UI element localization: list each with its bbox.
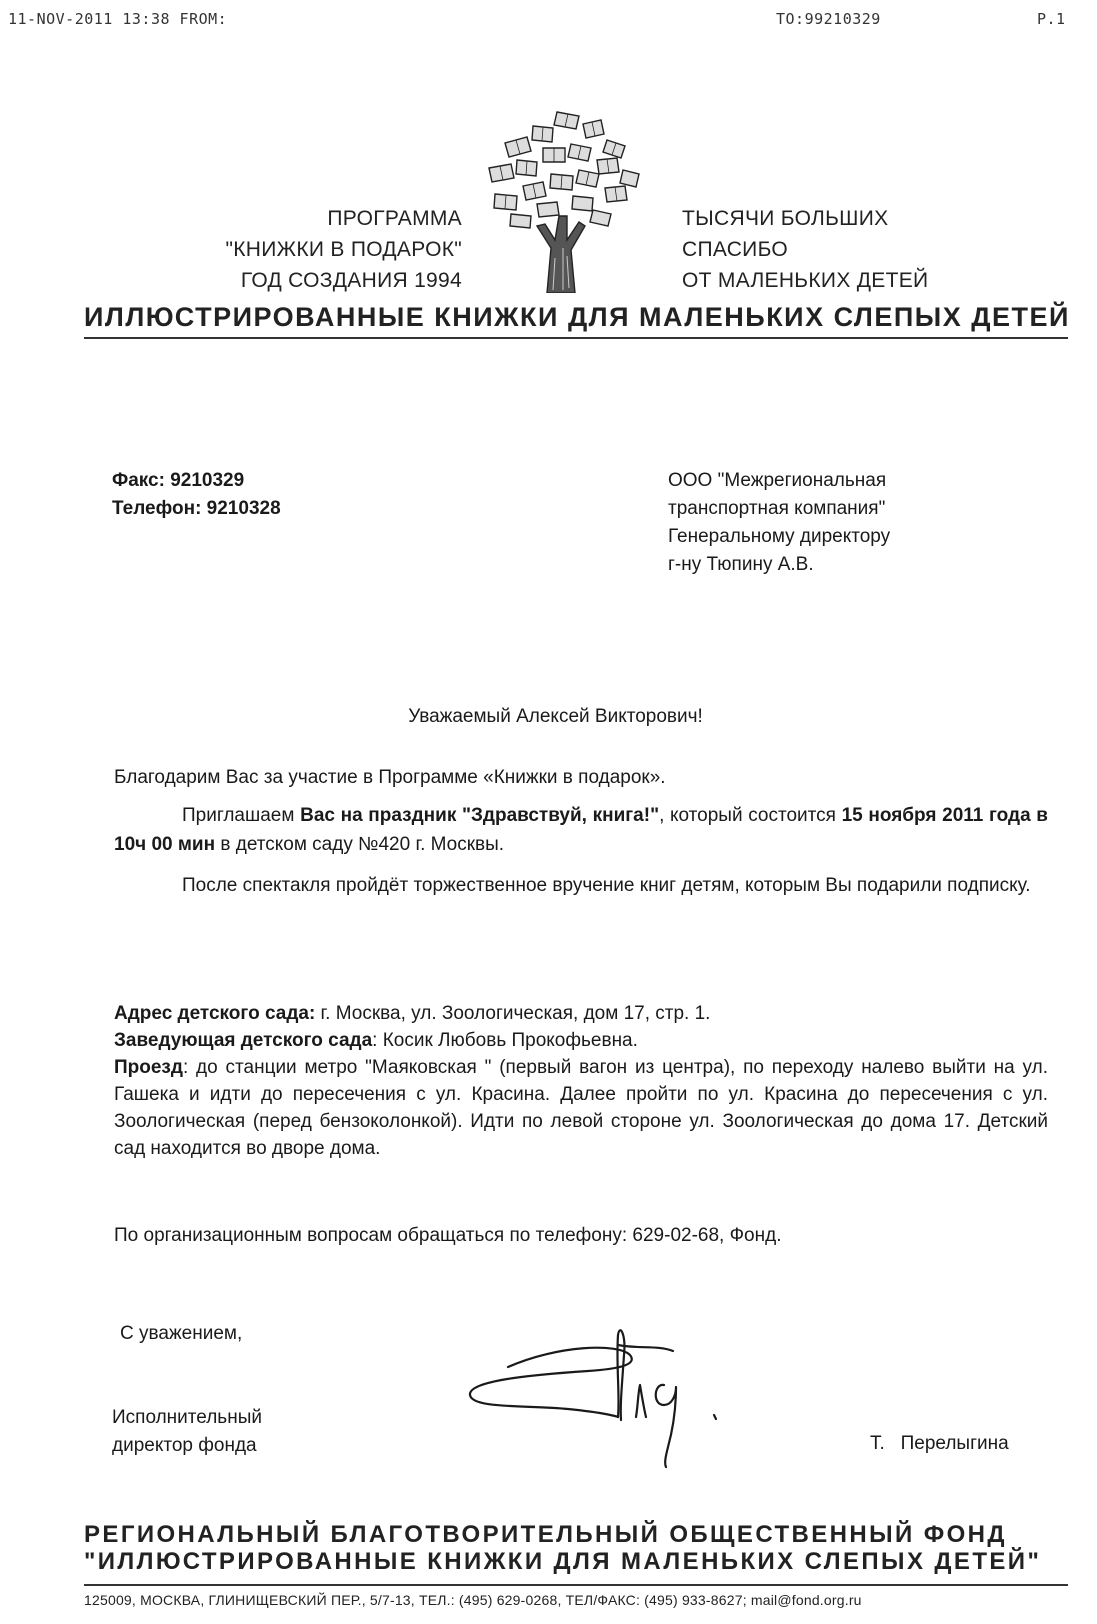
- letterhead-divider: [84, 337, 1068, 339]
- venue-head-value: : Косик Любовь Прокофьевна.: [372, 1030, 638, 1051]
- footer-org-line: "ИЛЛЮСТРИРОВАННЫЕ КНИЖКИ ДЛЯ МАЛЕНЬКИХ СЛЕПЫХ ДЕТЕЙ": [84, 1548, 1042, 1575]
- salutation: Уважаемый Алексей Викторович!: [408, 706, 703, 727]
- fax-transmission-header: [0, 10, 1097, 32]
- recipient-line: г-ну Тюпину А.В.: [668, 554, 814, 575]
- venue-details: [114, 1000, 1048, 1162]
- footer-divider: [84, 1584, 1068, 1586]
- body-paragraph-ceremony: После спектакля пройдёт торжественное вручение книг детям, которым Вы подарили подписку.: [182, 875, 1031, 896]
- handwritten-signature-icon: [468, 1325, 788, 1470]
- venue-route: [114, 1054, 1048, 1162]
- fax-recipient-number: TO:99210329: [776, 10, 881, 28]
- recipient-address-block: [668, 467, 998, 579]
- thanks-tagline-line: ОТ МАЛЕНЬКИХ ДЕТЕЙ: [682, 269, 929, 292]
- sender-fax: Факс: 9210329: [112, 470, 245, 491]
- venue-head-label: Заведующая детского сада: [114, 1030, 373, 1051]
- program-tagline: [190, 203, 462, 296]
- recipient-line: транспортная компания": [668, 498, 886, 519]
- book-tree-logo-icon: [475, 98, 645, 293]
- event-name: Вас на праздник "Здравствуй, книга!": [300, 805, 660, 826]
- venue-address-value: г. Москва, ул. Зоологическая, дом 17, стр. 1.: [315, 1003, 711, 1024]
- venue-route-label: Проезд: [114, 1057, 183, 1078]
- signer-title-line: директор фонда: [112, 1435, 257, 1456]
- footer-address: 125009, МОСКВА, ГЛИНИЩЕВСКИЙ ПЕР., 5/7-13, ТЕЛ.: (495) 629-0268, ТЕЛ/ФАКС: (495) 933-8627; mail@fond.org.ru: [84, 1592, 862, 1608]
- program-tagline-line: ПРОГРАММА: [327, 207, 462, 230]
- event-date-time: 15 ноября 2011 года в 10ч 00 мин: [114, 805, 1048, 855]
- thanks-tagline-line: СПАСИБО: [682, 238, 789, 261]
- footer-organization-name: [84, 1521, 1068, 1575]
- recipient-line: ООО "Межрегиональная: [668, 470, 887, 491]
- closing-regards: С уважением,: [120, 1323, 243, 1344]
- signer-title-line: Исполнительный: [112, 1407, 262, 1428]
- signer-name: Т. Перелыгина: [870, 1433, 1009, 1454]
- venue-address-label: Адрес детского сада:: [114, 1003, 316, 1024]
- letterhead-banner: ИЛЛЮСТРИРОВАННЫЕ КНИЖКИ ДЛЯ МАЛЕНЬКИХ СЛЕПЫХ ДЕТЕЙ: [84, 302, 1070, 332]
- thanks-tagline-line: ТЫСЯЧИ БОЛЬШИХ: [682, 207, 889, 230]
- venue-route-value: : до станции метро "Маяковская " (первый вагон из центра), по переходу налево выйти на ул. Гашека и идти до пересечения с ул. Красина. Далее пройти по ул. Красина до пересечения с ул. Зоологическая (перед бензоколонкой). Идти по левой стороне ул. Зоологическая до дома 17. Детский сад находится во дворе дома.: [114, 1057, 1048, 1159]
- venue-head: [114, 1027, 1048, 1054]
- invitation-text: , который состоится: [659, 805, 842, 826]
- organizational-contact: По организационным вопросам обращаться по телефону: 629-02-68, Фонд.: [114, 1225, 782, 1246]
- event-location: в детском саду №420 г. Москвы.: [215, 834, 505, 855]
- program-tagline-line: ГОД СОЗДАНИЯ 1994: [240, 269, 462, 292]
- sender-phone: Телефон: 9210328: [112, 498, 281, 519]
- sender-contacts: [112, 467, 281, 523]
- body-paragraph-thanks: Благодарим Вас за участие в Программе «Книжки в подарок».: [114, 767, 666, 788]
- fax-page-number: P.1: [1037, 10, 1066, 28]
- body-paragraph-invitation: [114, 801, 1048, 859]
- fax-sent-stamp: 11-NOV-2011 13:38 FROM:: [8, 10, 228, 28]
- thanks-tagline: [682, 203, 982, 296]
- invitation-text: Приглашаем: [182, 805, 301, 826]
- venue-address: [114, 1000, 1048, 1027]
- footer-org-line: РЕГИОНАЛЬНЫЙ БЛАГОТВОРИТЕЛЬНЫЙ ОБЩЕСТВЕННЫЙ ФОНД: [84, 1521, 1007, 1548]
- signer-title: [112, 1404, 262, 1460]
- recipient-line: Генеральному директору: [668, 526, 891, 547]
- program-tagline-line: "КНИЖКИ В ПОДАРОК": [225, 238, 462, 261]
